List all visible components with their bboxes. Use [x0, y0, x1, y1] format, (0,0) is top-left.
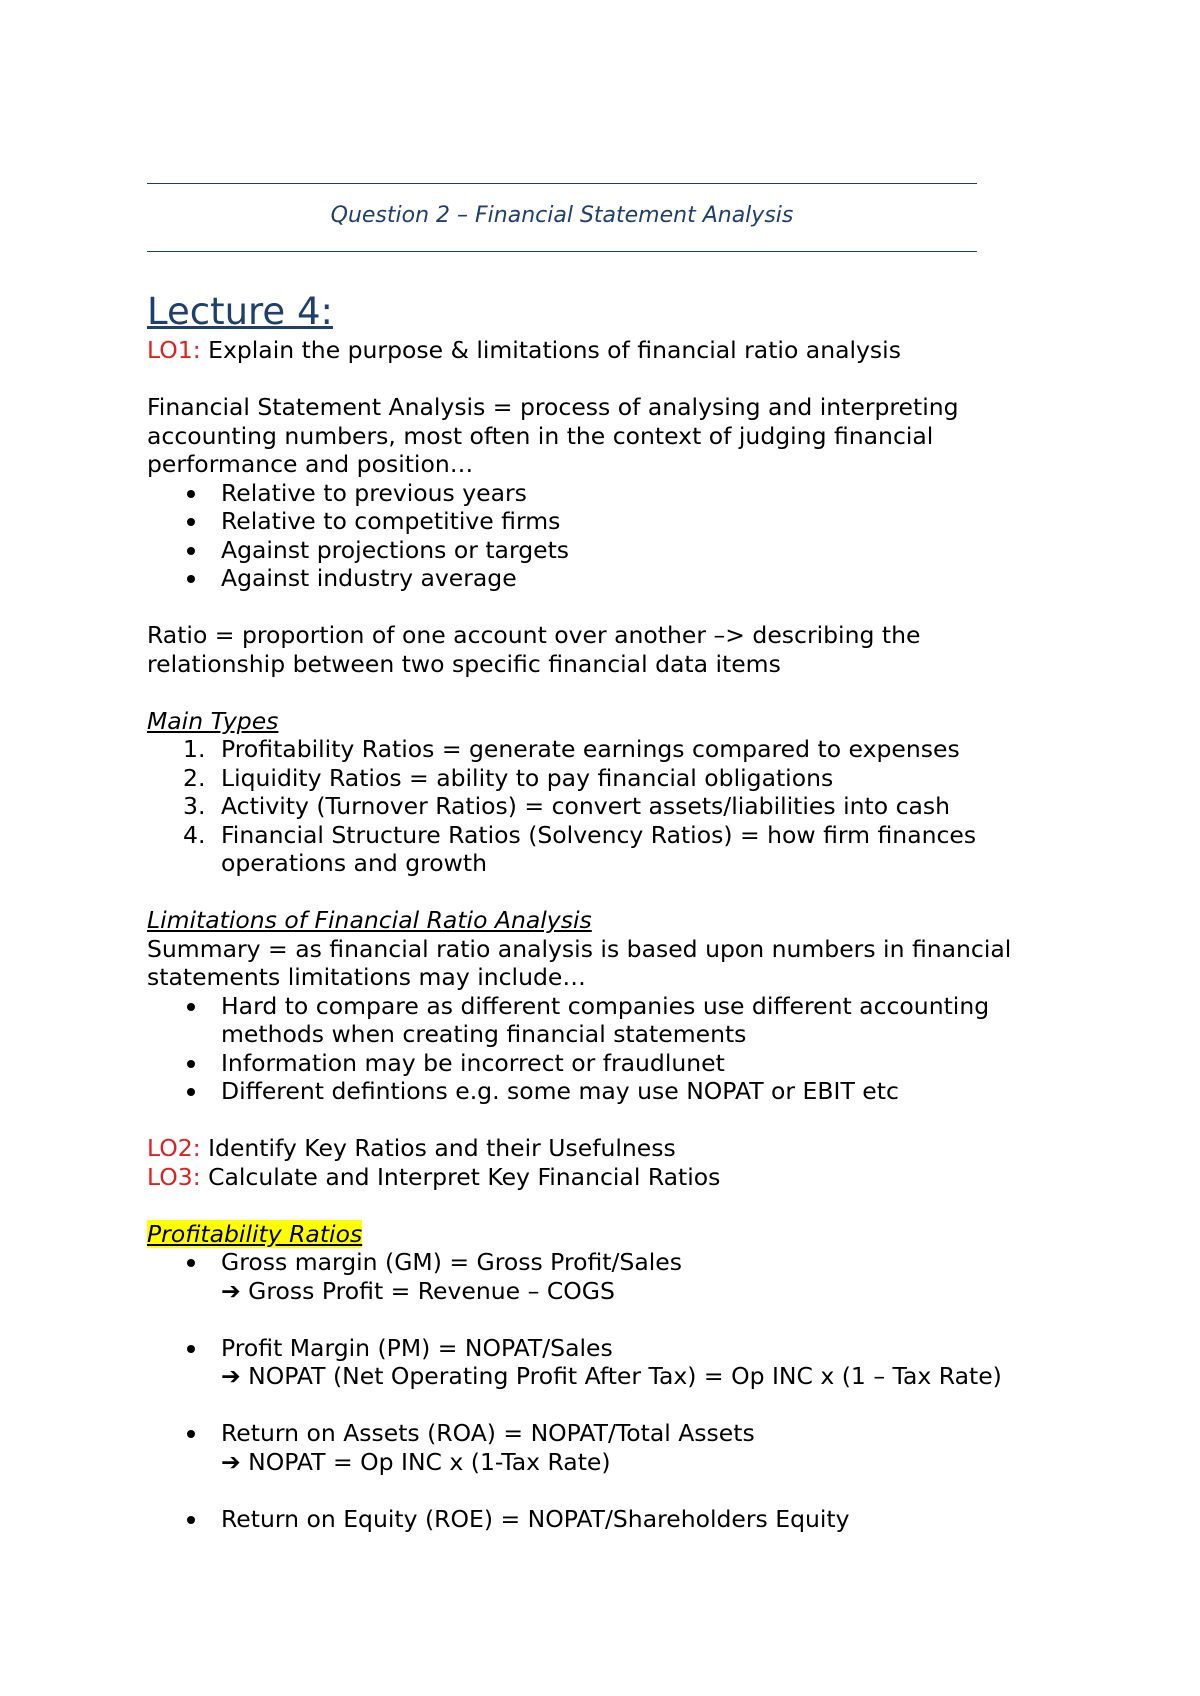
list-item: Profit Margin (PM) = NOPAT/Sales ➔ NOPAT (Net Operating Profit After Tax) = Op INC x (1 – Tax Rate)	[147, 1334, 1067, 1391]
document-body	[147, 288, 1067, 1533]
bottom-rule	[147, 251, 977, 252]
list-item: Relative to previous years	[147, 479, 1067, 508]
list-item: Relative to competitive firms	[147, 507, 1067, 536]
lo2-text: Identify Key Ratios and their Usefulness	[200, 1134, 676, 1162]
list-item: 4. Financial Structure Ratios (Solvency Ratios) = how firm finances operations and growth	[183, 820, 977, 877]
limitations-summary: Summary = as financial ratio analysis is based upon numbers in financial statements limitations may include…	[147, 934, 1012, 991]
lo3-tag: LO3:	[147, 1162, 201, 1191]
list-item: 2. Liquidity Ratios = ability to pay financial obligations	[183, 763, 834, 792]
list-item: Hard to compare as different companies use different accounting methods when creating financial statements	[147, 992, 1037, 1049]
lecture-heading: Lecture 4:	[147, 290, 333, 333]
list-item: Gross margin (GM) = Gross Profit/Sales ➔ Gross Profit = Revenue – COGS	[147, 1248, 1067, 1305]
fsa-definition: Financial Statement Analysis = process of analysing and interpreting accounting numbers, most often in the context of judging financial performance and position…	[147, 393, 959, 478]
page-title: Question 2 – Financial Statement Analysis	[330, 203, 794, 228]
lo3-text: Calculate and Interpret Key Financial Ratios	[200, 1162, 721, 1191]
list-item: Information may be incorrect or fraudlunet	[147, 1049, 1067, 1078]
right-arrow-icon: ➔ Gross Profit = Revenue – COGS	[221, 1276, 615, 1305]
right-arrow-icon: ➔ NOPAT (Net Operating Profit After Tax) = Op INC x (1 – Tax Rate)	[221, 1362, 1002, 1390]
lo1-line	[147, 336, 1067, 365]
main-types-heading: Main Types	[147, 706, 279, 735]
profitability-list	[147, 1248, 1067, 1533]
limitations-list	[147, 992, 1067, 1106]
list-item: Different defintions e.g. some may use NOPAT or EBIT etc	[147, 1077, 1067, 1106]
lo2-line	[147, 1134, 1067, 1163]
list-item: 3. Activity (Turnover Ratios) = convert assets/liabilities into cash	[183, 792, 951, 820]
ratio-definition: Ratio = proportion of one account over another –> describing the relationship between two specific financial data items	[147, 621, 921, 678]
lo1-tag: LO1:	[147, 336, 201, 364]
fsa-bullet-list	[147, 479, 1067, 593]
lo2-tag: LO2:	[147, 1134, 201, 1162]
main-types-list	[147, 735, 1067, 878]
list-item: Against projections or targets	[147, 536, 1067, 565]
profitability-heading: Profitability Ratios	[147, 1219, 363, 1248]
lo1-text: Explain the purpose & limitations of financial ratio analysis	[200, 336, 901, 364]
list-item: Against industry average	[147, 564, 1067, 593]
list-item: Return on Equity (ROE) = NOPAT/Shareholders Equity	[147, 1505, 1067, 1534]
list-item: 1. Profitability Ratios = generate earnings compared to expenses	[183, 735, 960, 763]
lo3-line	[147, 1163, 1067, 1192]
right-arrow-icon: ➔ NOPAT = Op INC x (1-Tax Rate)	[221, 1447, 611, 1476]
limitations-heading: Limitations of Financial Ratio Analysis	[147, 906, 592, 934]
list-item: Return on Assets (ROA) = NOPAT/Total Assets ➔ NOPAT = Op INC x (1-Tax Rate)	[147, 1419, 1067, 1476]
top-rule	[147, 183, 977, 184]
